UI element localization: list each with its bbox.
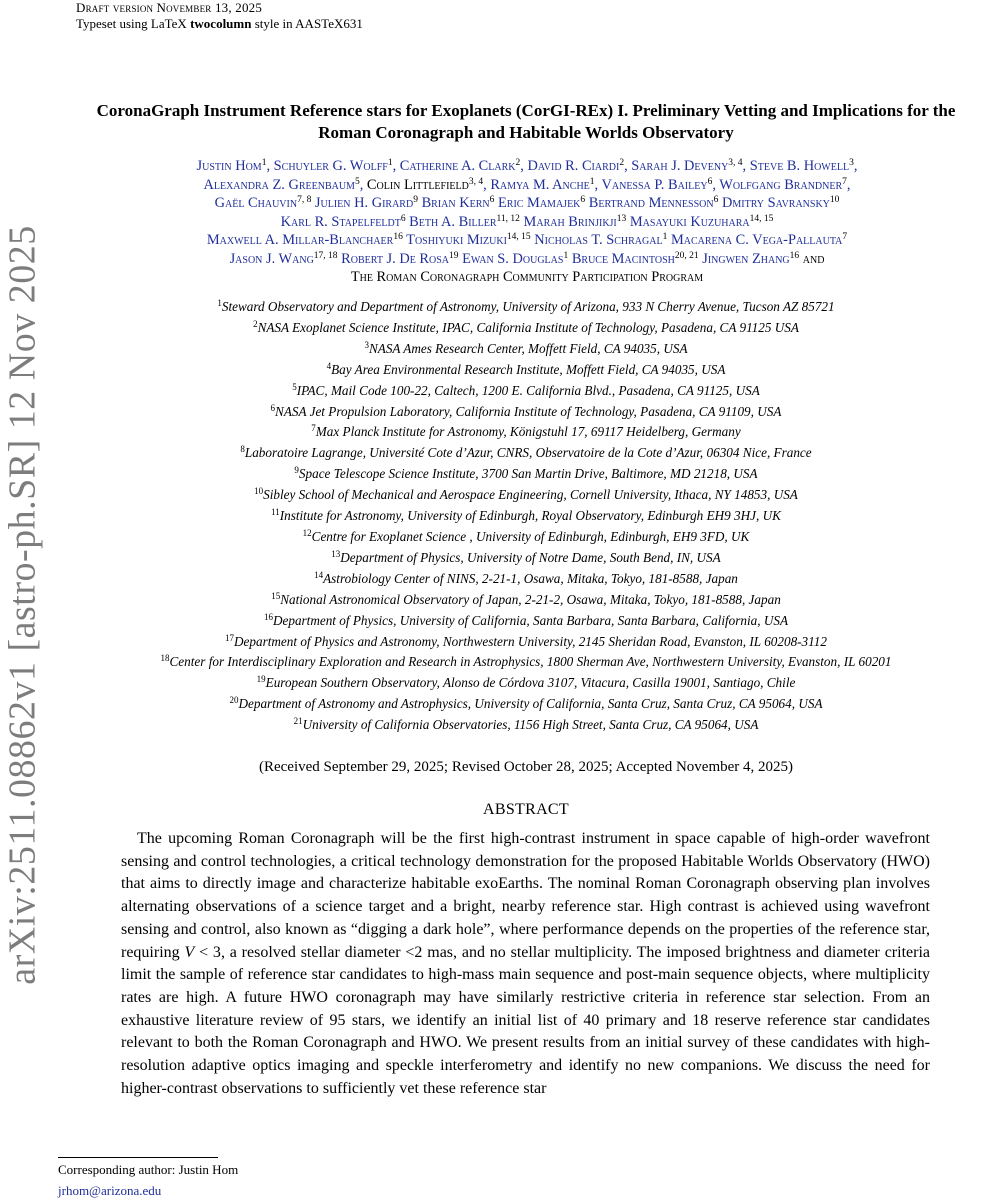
author-name[interactable]: Maxwell A. Millar-Blanchaer xyxy=(206,232,394,248)
author-affil-ref: 3 xyxy=(849,158,854,168)
affiliation-number: 2 xyxy=(253,318,258,329)
author-name[interactable]: Jingwen Zhang xyxy=(702,250,790,267)
author-name[interactable]: Bruce Macintosh xyxy=(571,250,675,267)
draft-label: Draft version xyxy=(76,0,154,15)
typeset-line xyxy=(76,16,363,32)
author-name[interactable]: Bertrand Mennesson xyxy=(588,195,714,211)
footnote-rule xyxy=(58,1157,218,1158)
affiliation-text: Center for Interdisciplinary Exploration and Research in Astrophysics, 1800 Sherman Ave, Northwestern University, Evanston, IL 60201 xyxy=(169,654,892,670)
affiliation-row xyxy=(60,360,985,381)
affiliation-row xyxy=(60,318,985,339)
author-line-1: Justin Hom$^1$, Schuyler G. Wolff$^1$, Catherine A. Clark$^2$, David R. Ciardi$^2$, Sarah J. Deveny$^{3, 4}$, Steve B. Howell$^3$, xyxy=(196,158,858,174)
affiliation-text: Department of Physics, University of California, Santa Barbara, Santa Barbara, California, USA xyxy=(272,612,789,628)
author-name[interactable]: Vanessa P. Bailey xyxy=(601,176,708,193)
affiliation-number: 20 xyxy=(229,695,239,706)
author-line-4 xyxy=(62,213,985,232)
affiliation-row xyxy=(60,443,985,464)
affiliation-text: Astrobiology Center of NINS, 2-21-1, Osawa, Mitaka, Tokyo, 181-8588, Japan xyxy=(323,570,738,586)
author-name[interactable]: Beth A. Biller xyxy=(409,213,497,230)
collaboration-name: The Roman Coronagraph Community Participation Program xyxy=(350,269,704,285)
affiliation-text: Department of Physics and Astronomy, Northwestern University, 2145 Sheridan Road, Evanston, IL 60208-3112 xyxy=(234,633,827,649)
affiliation-number: 15 xyxy=(271,590,281,601)
affiliation-row xyxy=(60,339,985,360)
affiliation-number: 1 xyxy=(217,298,222,308)
affiliation-row xyxy=(60,590,985,611)
author-name[interactable]: Brian Kern xyxy=(421,195,490,211)
author-name[interactable]: Karl R. Stapelfeldt xyxy=(280,213,401,230)
author-affil-ref: 6 xyxy=(580,195,586,205)
author-affil-ref: 17, 18 xyxy=(313,250,338,261)
affiliation-number: 6 xyxy=(270,402,276,413)
email-link[interactable]: jrhom@arizona.edu xyxy=(58,1183,162,1198)
affiliation-text: Steward Observatory and Department of Astronomy, University of Arizona, 933 N Cherry Avenue, Tucson AZ 85721 xyxy=(221,299,835,314)
author-list xyxy=(62,157,985,287)
affiliation-number: 14 xyxy=(314,569,324,580)
affiliation-row xyxy=(60,548,985,569)
author-name: Colin Littlefield xyxy=(366,176,469,193)
affiliation-number: 5 xyxy=(292,381,297,392)
author-name[interactable]: Macarena C. Vega-Pallauta xyxy=(670,232,843,248)
affiliation-number: 13 xyxy=(331,548,341,559)
author-line-3 xyxy=(62,194,985,213)
draft-line xyxy=(76,0,363,16)
affiliation-text: Centre for Exoplanet Science , University of Edinburgh, Edinburgh, EH9 3FD, UK xyxy=(311,528,750,544)
author-affil-ref: 16 xyxy=(789,250,800,261)
affiliation-row xyxy=(60,402,985,423)
affiliation-text: Bay Area Environmental Research Institute, Moffett Field, CA 94035, USA xyxy=(331,361,726,377)
author-line-5 xyxy=(62,231,985,250)
affiliation-row xyxy=(60,673,985,694)
author-name[interactable]: Eric Mamajek xyxy=(497,195,581,211)
affiliation-row xyxy=(60,485,985,506)
page-header xyxy=(76,0,363,32)
affiliation-number: 9 xyxy=(294,465,299,476)
affiliation-text: NASA Ames Research Center, Moffett Field, CA 94035, USA xyxy=(368,340,688,356)
affiliation-text: NASA Exoplanet Science Institute, IPAC, California Institute of Technology, Pasadena, CA 91125 USA xyxy=(257,319,799,335)
affiliation-row xyxy=(60,715,985,736)
author-affil-ref: 7, 8 xyxy=(297,195,312,205)
author-affil-ref: 20, 21 xyxy=(674,250,699,261)
author-affil-ref: 3, 4 xyxy=(728,158,743,168)
author-affil-ref: 14, 15 xyxy=(506,232,531,242)
affiliation-number: 8 xyxy=(240,444,245,455)
author-affil-ref: 6 xyxy=(489,195,495,205)
affiliation-list xyxy=(60,297,985,736)
affiliation-text: Laboratoire Lagrange, Université Cote d’Azur, CNRS, Observatoire de la Cote d’Azur, 06304 Nice, France xyxy=(244,445,812,461)
affiliation-row xyxy=(60,527,985,548)
affiliation-number: 16 xyxy=(263,611,273,622)
arxiv-stamp xyxy=(0,225,46,985)
author-affil-ref: 14, 15 xyxy=(749,213,774,224)
affiliation-text: Department of Physics, University of Notre Dame, South Bend, IN, USA xyxy=(340,549,721,565)
author-affil-ref: 7 xyxy=(842,176,847,187)
author-affil-ref: 10 xyxy=(829,195,840,205)
received-dates: (Received September 29, 2025; Revised October 28, 2025; Accepted November 4, 2025) xyxy=(258,759,794,775)
affiliation-row xyxy=(60,632,985,653)
author-name[interactable]: Schuyler G. Wolff xyxy=(273,158,388,174)
author-name[interactable]: Catherine A. Clark xyxy=(399,158,516,174)
author-affil-ref: 1 xyxy=(261,158,267,168)
affiliation-row xyxy=(60,297,985,318)
affiliation-row xyxy=(60,381,985,402)
author-affil-ref: 11, 12 xyxy=(496,213,520,224)
affiliation-number: 19 xyxy=(256,674,266,685)
affiliation-row xyxy=(60,464,985,485)
affiliation-number: 17 xyxy=(225,632,235,643)
author-name[interactable]: Robert J. De Rosa xyxy=(341,250,450,267)
abstract-text-part-1: The upcoming Roman Coronagraph will be the first high-contrast instrument in space capable of high-order wavefront sensing and control technologies, a critical technology demonstration for the proposed Habitable Worlds Observatory (HWO) that aims to directly image and characterize habitable exoEarths. The nominal Roman Coronagraph observing plan involves alternating observations of a science target and a bright, nearby reference star. High contrast is achieved using wavefront sensing and control, also known as “digging a dark hole”, where performance depends on the properties of the reference star, requiring xyxy=(121,830,930,961)
author-name[interactable]: Alexandra Z. Greenbaum xyxy=(203,176,355,193)
author-affil-ref: 1 xyxy=(662,232,668,242)
affiliation-text: IPAC, Mail Code 100-22, Caltech, 1200 E. California Blvd., Pasadena, CA 91125, USA xyxy=(296,382,760,398)
author-name[interactable]: Justin Hom xyxy=(196,158,262,174)
affiliation-row xyxy=(60,569,985,590)
author-name[interactable]: Toshiyuki Mizuki xyxy=(406,232,507,248)
author-affil-ref: 6 xyxy=(713,195,719,205)
affiliation-number: 3 xyxy=(364,339,369,350)
draft-date: November 13, 2025 xyxy=(156,0,263,15)
author-name[interactable]: Steve B. Howell xyxy=(749,158,850,174)
author-name[interactable]: Ramya M. Anche xyxy=(490,176,590,193)
abstract-text-part-2: , a resolved stellar diameter <2 mas, and no stellar multiplicity. The imposed brightness and diameter criteria limit the sample of reference star candidates to high-mass main sequence and post-main sequence objects, where multiplicity rates are high. A future HWO coronagraph may have similarly restrictive criteria in reference star selection. From an exhaustive literature review of 95 stars, we identify an initial list of 40 primary and 18 reserve reference star candidates relevant to both the Roman Coronagraph and HWO. We present results from an initial survey of these candidates with high-resolution adaptive optics imaging and speckle interferometry and identify no new companions. We discuss the need for higher-contrast observations to sufficiently vet these reference star xyxy=(121,943,930,1097)
affiliation-number: 7 xyxy=(311,423,316,434)
paper-title xyxy=(60,100,985,144)
affiliation-number: 11 xyxy=(271,507,280,518)
style-suffix: style in AASTeX631 xyxy=(254,16,363,31)
affiliation-text: National Astronomical Observatory of Japan, 2-21-2, Osawa, Mitaka, Tokyo, 181-8588, Japan xyxy=(280,591,781,607)
affiliation-number: 12 xyxy=(302,527,312,538)
author-name[interactable]: Julien H. Girard xyxy=(314,195,414,211)
affiliation-text: Sibley School of Mechanical and Aerospace Engineering, Cornell University, Ithaca, NY 14853, USA xyxy=(263,487,798,503)
math-variable: V xyxy=(184,943,195,961)
abstract-body xyxy=(121,828,930,1100)
affiliation-text: Department of Astronomy and Astrophysics, University of California, Santa Cruz, Santa Cruz, CA 95064, USA xyxy=(238,696,823,712)
author-name[interactable]: Jason J. Wang xyxy=(229,250,314,267)
title-line-2: Roman Coronagraph and Habitable Worlds Observatory xyxy=(318,123,734,142)
author-name[interactable]: Masayuki Kuzuhara xyxy=(629,213,750,230)
abstract-heading: ABSTRACT xyxy=(483,801,569,818)
affiliation-text: Max Planck Institute for Astronomy, Königstuhl 17, 69117 Heidelberg, Germany xyxy=(315,424,741,440)
author-name[interactable]: Dmitry Savransky xyxy=(721,195,830,211)
corresponding-author: Corresponding author: Justin Hom xyxy=(58,1162,239,1177)
author-name[interactable]: David R. Ciardi xyxy=(527,158,620,174)
affiliation-row xyxy=(60,694,985,715)
affiliation-row xyxy=(60,652,985,673)
author-affil-ref: 1 xyxy=(563,250,569,261)
author-name[interactable]: Sarah J. Deveny xyxy=(631,158,729,174)
affiliation-row xyxy=(60,506,985,527)
author-affil-ref: 6 xyxy=(707,176,713,187)
author-affil-ref: 2 xyxy=(515,158,521,168)
author-name[interactable]: Ewan S. Douglas xyxy=(462,250,564,267)
author-name[interactable]: Nicholas T. Schragal xyxy=(534,232,663,248)
author-affil-ref: 1 xyxy=(387,158,393,168)
author-line-6 xyxy=(62,250,985,269)
author-line-2: Alexandra Z. Greenbaum$^5$, Colin Littlefield$^{3, 4}$, Ramya M. Anche$^1$, Vanessa P. Bailey$^6$, Wolfgang Brandner$^7$, xyxy=(203,176,851,193)
math-relation: < 3 xyxy=(194,943,221,961)
author-affil-ref: 3, 4 xyxy=(468,176,484,187)
style-name: twocolumn xyxy=(190,16,252,31)
author-affil-ref: 5 xyxy=(354,176,360,187)
author-affil-ref: 16 xyxy=(393,232,403,242)
authors-and: and xyxy=(802,250,825,267)
typeset-prefix: Typeset using xyxy=(76,16,148,31)
author-affil-ref: 6 xyxy=(400,213,406,224)
affiliation-row xyxy=(60,422,985,443)
author-affil-ref: 1 xyxy=(589,176,595,187)
affiliation-number: 4 xyxy=(326,360,332,371)
latex-logo: LaTeX xyxy=(150,16,187,31)
author-name[interactable]: Gaël Chauvin xyxy=(214,195,298,211)
arxiv-stamp-text: arXiv:2511.08862v1 [astro-ph.SR] 12 Nov 2025 xyxy=(2,225,45,985)
affiliation-text: Institute for Astronomy, University of Edinburgh, Royal Observatory, Edinburgh EH9 3HJ, UK xyxy=(279,508,781,524)
title-line-1: CoronaGraph Instrument Reference stars for Exoplanets (CorGI-REx) I. Preliminary Vetting and Implications for the xyxy=(96,101,956,120)
author-affil-ref: 7 xyxy=(842,232,848,242)
author-affil-ref: 19 xyxy=(449,250,459,261)
affiliation-text: University of California Observatories, 1156 High Street, Santa Cruz, CA 95064, USA xyxy=(302,717,759,733)
author-name[interactable]: Marah Brinjikji xyxy=(523,213,617,230)
author-affil-ref: 2 xyxy=(619,158,625,168)
corresponding-email xyxy=(58,1183,161,1199)
affiliation-text: Space Telescope Science Institute, 3700 San Martin Drive, Baltimore, MD 21218, USA xyxy=(298,466,758,482)
affiliation-row xyxy=(60,611,985,632)
affiliation-number: 21 xyxy=(293,716,303,727)
affiliation-number: 18 xyxy=(160,653,170,664)
affiliation-text: NASA Jet Propulsion Laboratory, California Institute of Technology, Pasadena, CA 91109, USA xyxy=(275,403,782,419)
author-name[interactable]: Wolfgang Brandner xyxy=(719,176,843,193)
author-affil-ref: 9 xyxy=(413,195,418,205)
affiliation-number: 10 xyxy=(254,486,264,497)
affiliation-text: European Southern Observatory, Alonso de Córdova 3107, Vitacura, Casilla 19001, Santiago, Chile xyxy=(265,675,796,691)
author-affil-ref: 13 xyxy=(616,213,627,224)
